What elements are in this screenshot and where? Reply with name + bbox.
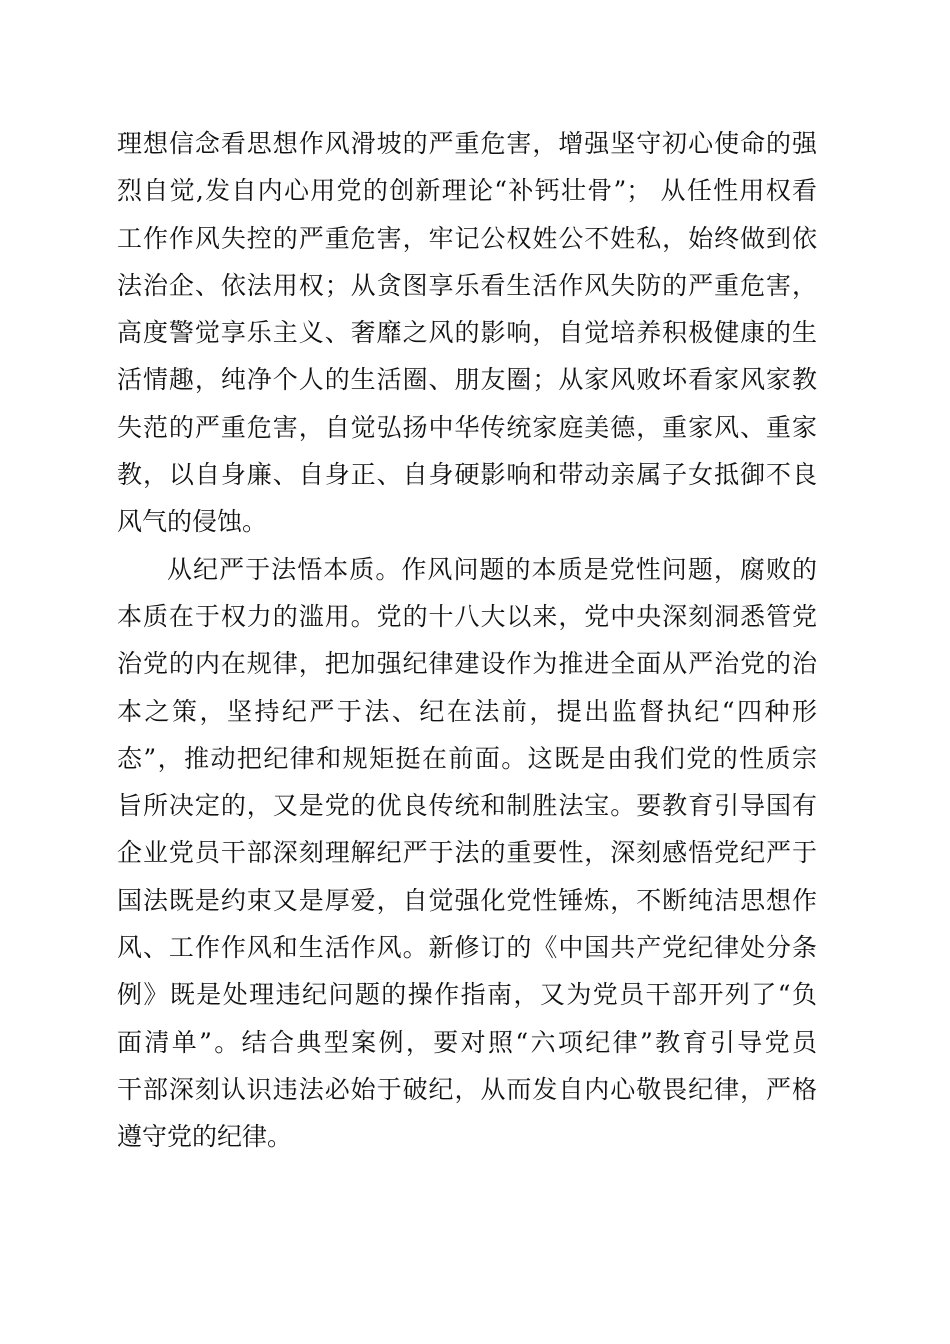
- text-line: 理想信念看思想作风滑坡的严重危害，增强坚守初心使命的强: [117, 129, 817, 158]
- text-line: 教，以自身廉、自身正、自身硬影响和带动亲属子女抵御不良: [117, 460, 817, 490]
- text-line: 企业党员干部深刻理解纪严于法的重要性，深刻感悟党纪严于: [117, 838, 817, 868]
- text-line: 高度警觉享乐主义、奢靡之风的影响，自觉培养积极健康的生: [117, 318, 817, 348]
- text-line: 面清单”。结合典型案例，要对照“六项纪律”教育引导党员: [117, 1027, 817, 1057]
- text-line: 从纪严于法悟本质。作风问题的本质是党性问题，腐败的: [167, 554, 817, 584]
- text-line: 活情趣，纯净个人的生活圈、朋友圈；从家风败坏看家风家教: [117, 365, 817, 395]
- text-line: 工作作风失控的严重危害，牢记公权姓公不姓私，始终做到依: [117, 223, 817, 253]
- document-body: [117, 120, 817, 1161]
- text-line: 例》既是处理违纪问题的操作指南，又为党员干部开列了“负: [117, 980, 817, 1010]
- text-line: 国法既是约束又是厚爱，自觉强化党性锤炼，不断纯洁思想作: [117, 885, 817, 915]
- text-line: 本之策，坚持纪严于法、纪在法前，提出监督执纪“四种形: [117, 696, 817, 726]
- text-line: 法治企、依法用权；从贪图享乐看生活作风失防的严重危害，: [117, 270, 817, 300]
- paragraph-2: [117, 546, 817, 1161]
- text-line: 风气的侵蚀。: [117, 507, 268, 537]
- text-line: 遵守党的纪律。: [117, 1122, 293, 1152]
- text-line: 烈自觉,发自内心用党的创新理论“补钙壮骨”； 从任性用权看: [117, 176, 817, 206]
- text-line: 治党的内在规律，把加强纪律建设作为推进全面从严治党的治: [117, 649, 817, 679]
- text-line: 态”，推动把纪律和规矩挺在前面。这既是由我们党的性质宗: [117, 743, 817, 773]
- paragraph-1: [117, 120, 817, 546]
- text-line: 风、工作作风和生活作风。新修订的《中国共产党纪律处分条: [117, 933, 817, 963]
- text-line: 失范的严重危害，自觉弘扬中华传统家庭美德，重家风、重家: [117, 412, 817, 442]
- text-line: 旨所决定的，又是党的优良传统和制胜法宝。要教育引导国有: [117, 791, 817, 821]
- text-line: 干部深刻认识违法必始于破纪，从而发自内心敬畏纪律，严格: [117, 1074, 817, 1104]
- text-line: 本质在于权力的滥用。党的十八大以来，党中央深刻洞悉管党: [117, 601, 817, 631]
